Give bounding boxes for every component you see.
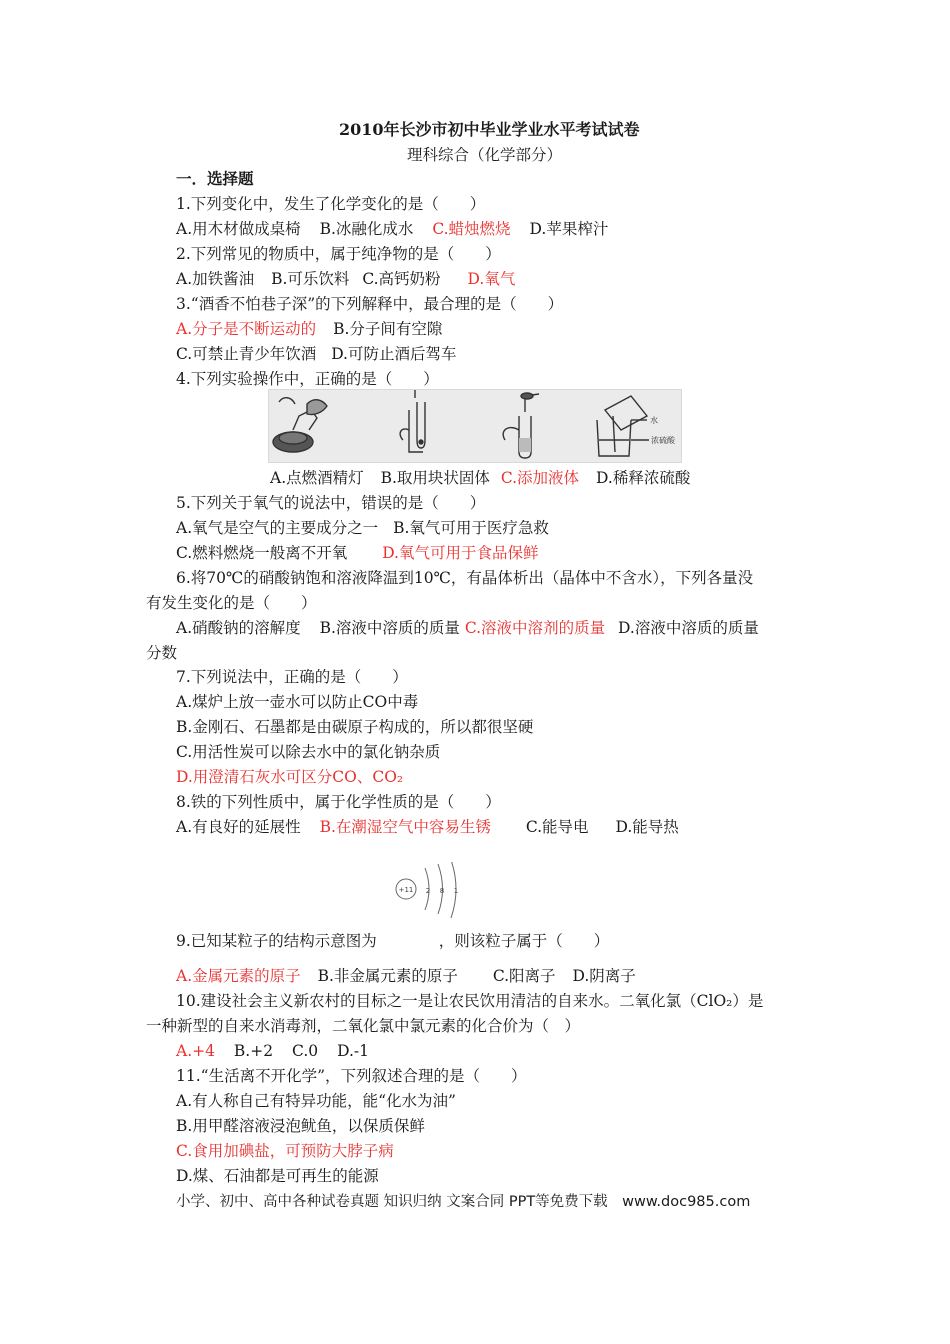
q9-option-a: A.金属元素的原子 bbox=[176, 967, 301, 985]
q10-option-a: A.+4 bbox=[176, 1042, 215, 1060]
q6-stem-line2: 有发生变化的是（ ） bbox=[146, 594, 317, 612]
q4-option-a: A.点燃酒精灯 bbox=[270, 469, 364, 487]
q6-option-d: D.溶液中溶质的质量 bbox=[618, 619, 759, 637]
q6-option-a: A.硝酸钠的溶解度 bbox=[176, 619, 301, 637]
q3-options-cd bbox=[176, 344, 457, 364]
q2-option-d: D.氧气 bbox=[467, 270, 516, 288]
q2-option-c: C.高钙奶粉 bbox=[362, 270, 441, 288]
q10-option-b: B.+2 bbox=[233, 1042, 274, 1060]
q8-option-a: A.有良好的延展性 bbox=[176, 818, 301, 836]
q1-option-d: D.苹果榨汁 bbox=[529, 220, 609, 238]
q3-options-ab bbox=[176, 319, 442, 339]
exam-title: 2010年长沙市初中毕业学业水平考试试卷 bbox=[339, 120, 640, 139]
nucleus-charge: +11 bbox=[398, 886, 414, 894]
q7-option-c: C.用活性炭可以除去水中的氯化钠杂质 bbox=[176, 743, 441, 761]
q10-option-c: C.0 bbox=[292, 1042, 319, 1060]
q8-options bbox=[176, 817, 679, 837]
q1-stem: 1.下列变化中，发生了化学变化的是（ ） bbox=[176, 195, 486, 213]
q9-option-c: C.阳离子 bbox=[492, 967, 556, 985]
q2-option-b: B.可乐饮料 bbox=[271, 270, 350, 288]
q10-stem-line1: 10.建设社会主义新农村的目标之一是让农民饮用清洁的自来水。二氧化氯（ClO₂）是 bbox=[176, 992, 764, 1010]
q3-option-b: B.分子间有空隙 bbox=[333, 320, 443, 338]
q3-option-d: D.可防止酒后驾车 bbox=[331, 345, 457, 363]
q2-options bbox=[176, 269, 515, 289]
lab-operations-drawing bbox=[269, 390, 681, 462]
q9-stem bbox=[176, 931, 609, 951]
q9-option-d: D.阴离子 bbox=[572, 967, 636, 985]
q10-options bbox=[176, 1041, 369, 1061]
q10-option-d: D.-1 bbox=[337, 1042, 369, 1060]
q1-option-a: A.用木材做成桌椅 bbox=[176, 220, 301, 238]
q11-option-d: D.煤、石油都是可再生的能源 bbox=[176, 1167, 379, 1185]
lab-operations-figure bbox=[268, 389, 682, 463]
q7-option-a: A.煤炉上放一壶水可以防止CO中毒 bbox=[176, 693, 419, 711]
q11-option-b: B.用甲醛溶液浸泡鱿鱼，以保质保鲜 bbox=[176, 1117, 425, 1135]
q6-options bbox=[176, 618, 759, 638]
shell-1-electrons: 2 bbox=[425, 887, 431, 895]
q5-stem: 5.下列关于氧气的说法中，错误的是（ ） bbox=[176, 494, 486, 512]
q1-option-b: B.冰融化成水 bbox=[319, 220, 414, 238]
shell-3-electrons: 1 bbox=[453, 887, 459, 895]
q9-options bbox=[176, 966, 636, 986]
q2-option-a: A.加铁酱油 bbox=[176, 270, 255, 288]
atom-structure-drawing bbox=[395, 862, 465, 942]
q2-stem: 2.下列常见的物质中，属于纯净物的是（ ） bbox=[176, 245, 501, 263]
section-heading: 一．选择题 bbox=[176, 169, 254, 188]
q3-option-c: C.可禁止青少年饮酒 bbox=[176, 345, 317, 363]
exam-subtitle: 理科综合（化学部分） bbox=[407, 146, 563, 164]
beaker-dilution-icon bbox=[597, 396, 649, 456]
q5-option-d: D.氧气可用于食品保鲜 bbox=[382, 544, 539, 562]
shell-2-electrons: 8 bbox=[439, 887, 445, 895]
q6-option-b: B.溶液中溶质的质量 bbox=[319, 619, 460, 637]
q9-stem-b: ，则该粒子属于（ ） bbox=[438, 932, 610, 950]
q5-option-a: A.氧气是空气的主要成分之一 bbox=[176, 519, 379, 537]
q10-stem-line2: 一种新型的自来水消毒剂，二氧化氯中氯元素的化合价为（ ） bbox=[146, 1017, 581, 1035]
q7-stem: 7.下列说法中，正确的是（ ） bbox=[176, 668, 408, 686]
q4-option-d: D.稀释浓硫酸 bbox=[596, 469, 691, 487]
q8-option-b: B.在潮湿空气中容易生锈 bbox=[319, 818, 491, 836]
q5-options-cd bbox=[176, 543, 539, 563]
q9-option-b: B.非金属元素的原子 bbox=[317, 967, 458, 985]
q1-option-c: C.蜡烛燃烧 bbox=[432, 220, 511, 238]
q7-option-d: D.用澄清石灰水可区分CO、CO₂ bbox=[176, 768, 404, 786]
adding-liquid-icon bbox=[503, 393, 539, 458]
q9-stem-a: 9.已知某粒子的结构示意图为 bbox=[176, 932, 377, 950]
q1-options bbox=[176, 219, 608, 239]
q11-option-a: A.有人称自己有特异功能，能“化水为油” bbox=[176, 1092, 456, 1110]
atom-structure-diagram bbox=[395, 862, 465, 942]
alcohol-lamp-icon bbox=[273, 398, 327, 452]
q11-option-c: C.食用加碘盐，可预防大脖子病 bbox=[176, 1142, 394, 1160]
page-footer: 小学、初中、高中各种试卷真题 知识归纳 文案合同 PPT等免费下载 www.doc985.com bbox=[176, 1194, 751, 1210]
q11-stem: 11.“生活离不开化学”，下列叙述合理的是（ ） bbox=[176, 1067, 527, 1085]
q4-option-b: B.取用块状固体 bbox=[380, 469, 490, 487]
q5-options-ab bbox=[176, 518, 549, 538]
q7-option-b: B.金刚石、石墨都是由碳原子构成的，所以都很坚硬 bbox=[176, 718, 534, 736]
q4-stem: 4.下列实验操作中，正确的是（ ） bbox=[176, 370, 439, 388]
q3-stem: 3.“酒香不怕巷子深”的下列解释中，最合理的是（ ） bbox=[176, 295, 564, 313]
figure-label-water: 水 bbox=[650, 416, 658, 425]
q6-option-c: C.溶液中溶剂的质量 bbox=[464, 619, 606, 637]
q8-option-d: D.能导热 bbox=[615, 818, 679, 836]
q4-options bbox=[270, 468, 690, 488]
q8-stem: 8.铁的下列性质中，属于化学性质的是（ ） bbox=[176, 793, 501, 811]
q3-option-a: A.分子是不断运动的 bbox=[176, 320, 317, 338]
q6-option-d-continued: 分数 bbox=[146, 644, 178, 662]
q6-stem-line1: 6.将70℃的硝酸钠饱和溶液降温到10℃，有晶体析出（晶体中不含水），下列各量没 bbox=[176, 569, 754, 587]
test-tube-solid-icon bbox=[400, 390, 425, 452]
q4-option-c: C.添加液体 bbox=[500, 469, 580, 487]
q8-option-c: C.能导电 bbox=[525, 818, 589, 836]
q5-option-b: B.氧气可用于医疗急救 bbox=[393, 519, 549, 537]
q5-option-c: C.燃料燃烧一般离不开氧 bbox=[176, 544, 348, 562]
figure-label-acid: 浓硫酸 bbox=[651, 436, 675, 445]
